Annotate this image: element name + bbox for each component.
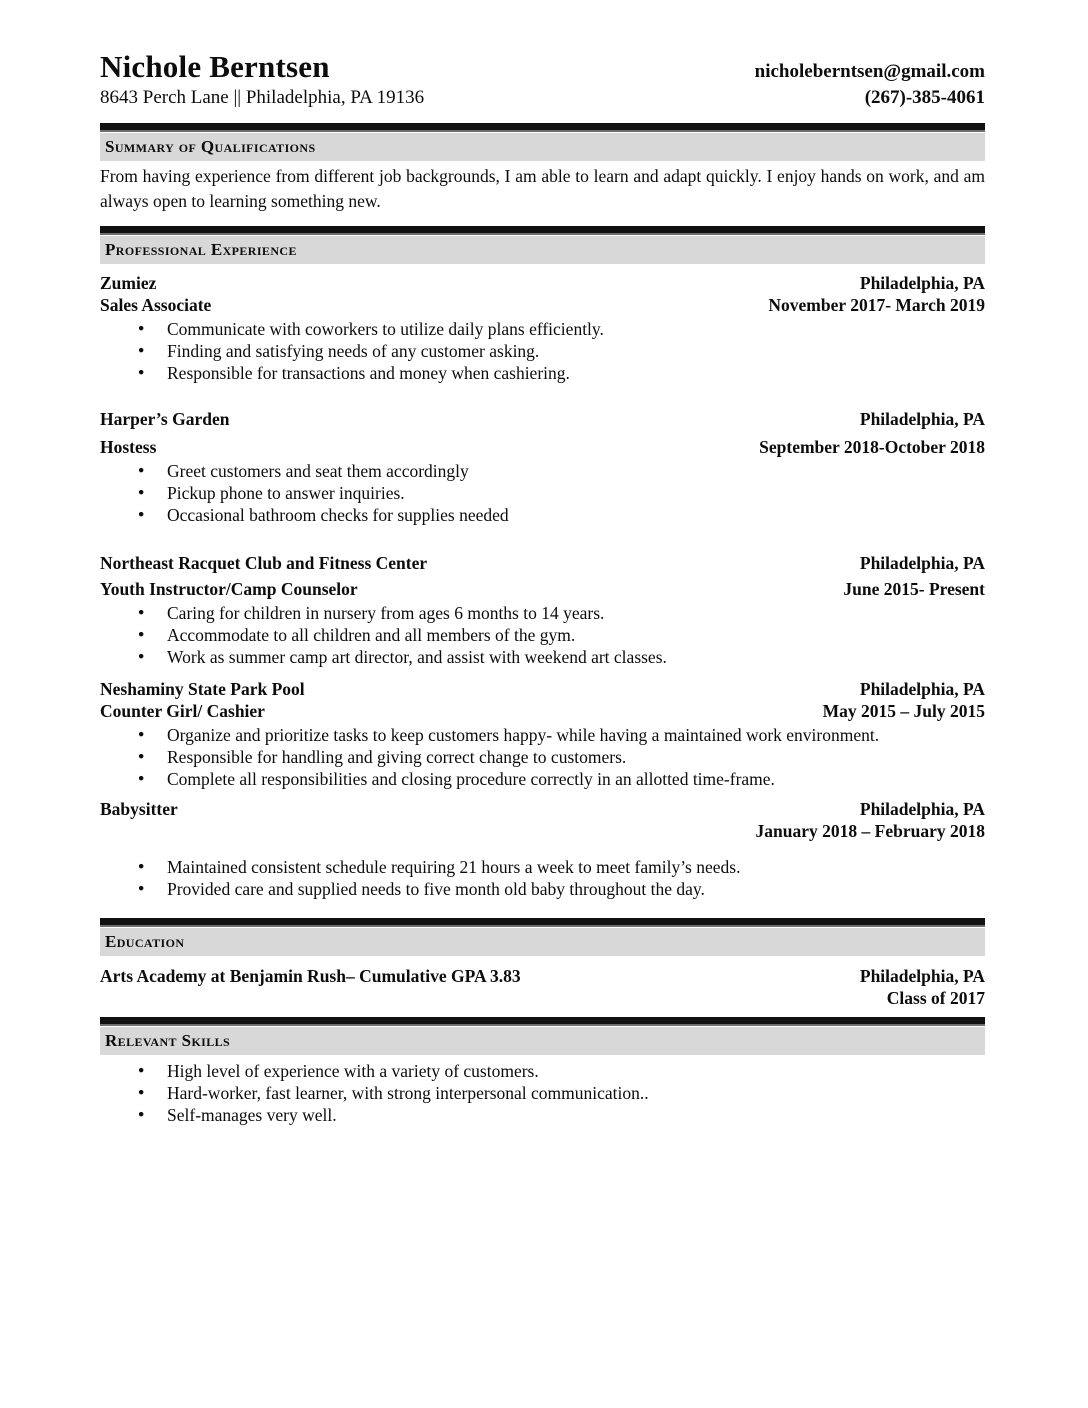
header-row-2 <box>100 84 985 111</box>
person-name: Nichole Berntsen <box>100 49 330 84</box>
job-bullet: ● Complete all responsibilities and closing procedure correctly in an allotted time-frame. <box>100 768 985 790</box>
section-divider-bar <box>100 918 985 927</box>
job-bullet: ● Caring for children in nursery from ages 6 months to 14 years. <box>100 602 985 624</box>
job-neshaminy-state-park-pool <box>100 678 985 790</box>
job-dates: May 2015 – July 2015 <box>822 701 985 721</box>
job-bullet: ● Maintained consistent schedule requiring 21 hours a week to meet family’s needs. <box>100 856 985 878</box>
job-bullet: ● Finding and satisfying needs of any customer asking. <box>100 340 985 362</box>
skill-bullet: ● Self-manages very well. <box>100 1104 985 1126</box>
job-dates: January 2018 – February 2018 <box>755 821 985 841</box>
job-header-row <box>100 552 985 574</box>
job-bullet: ● Responsible for transactions and money when cashiering. <box>100 362 985 384</box>
education-dates-row <box>100 987 985 1009</box>
job-dates: September 2018-October 2018 <box>759 437 985 457</box>
job-title-row <box>100 700 985 722</box>
job-title-row <box>100 578 985 600</box>
job-bullet: ● Communicate with coworkers to utilize daily plans efficiently. <box>100 318 985 340</box>
job-bullet: ● Provided care and supplied needs to five month old baby throughout the day. <box>100 878 985 900</box>
address-text: 8643 Perch Lane || Philadelphia, PA 19136 <box>100 87 425 108</box>
job-dates: November 2017- March 2019 <box>768 295 985 315</box>
phone-text: (267)-385-4061 <box>864 87 985 108</box>
resume-header <box>100 50 985 111</box>
job-bullet: ● Occasional bathroom checks for supplies needed <box>100 504 985 526</box>
job-title-row <box>100 294 985 316</box>
company-name: Babysitter <box>100 799 178 819</box>
job-location: Philadelphia, PA <box>859 799 985 819</box>
section-divider-bar <box>100 123 985 132</box>
job-header-row <box>100 272 985 294</box>
job-location: Philadelphia, PA <box>859 273 985 293</box>
section-heading-summary: Summary of Qualifications <box>100 133 985 161</box>
job-northeast-racquet-club <box>100 552 985 668</box>
section-divider-bar <box>100 226 985 235</box>
school-name: Arts Academy at Benjamin Rush– Cumulative GPA 3.83 <box>100 966 521 986</box>
company-name: Neshaminy State Park Pool <box>100 679 305 699</box>
email-text: nicholeberntsen@gmail.com <box>754 61 985 82</box>
summary-paragraph: From having experience from different job backgrounds, I am able to learn and adapt quickly. I enjoy hands on work, and am always open to learning something new. <box>100 166 985 211</box>
section-heading-experience: Professional Experience <box>100 236 985 264</box>
job-babysitter <box>100 798 985 900</box>
job-bullet-list <box>100 724 985 790</box>
job-bullet: ● Greet customers and seat them accordingly <box>100 460 985 482</box>
job-title: Youth Instructor/Camp Counselor <box>100 579 358 599</box>
job-title: Counter Girl/ Cashier <box>100 701 265 721</box>
job-header-row <box>100 798 985 820</box>
job-bullet-list <box>100 460 985 526</box>
job-bullet-list <box>100 856 985 900</box>
skill-bullet: ● Hard-worker, fast learner, with strong interpersonal communication.. <box>100 1082 985 1104</box>
company-name: Northeast Racquet Club and Fitness Center <box>100 553 428 573</box>
school-location: Philadelphia, PA <box>859 966 985 986</box>
education-row <box>100 965 985 987</box>
job-bullet: ● Pickup phone to answer inquiries. <box>100 482 985 504</box>
job-zumiez <box>100 272 985 384</box>
job-harpers-garden <box>100 408 985 526</box>
skills-bullet-list <box>100 1060 985 1126</box>
section-heading-education: Education <box>100 928 985 956</box>
header-row-1 <box>100 50 985 84</box>
job-header-row <box>100 678 985 700</box>
job-dates: June 2015- Present <box>843 579 985 599</box>
company-name: Zumiez <box>100 273 157 293</box>
job-bullet: ● Responsible for handling and giving correct change to customers. <box>100 746 985 768</box>
job-title: Hostess <box>100 437 157 457</box>
job-title-row <box>100 436 985 458</box>
job-title: Sales Associate <box>100 295 212 315</box>
job-location: Philadelphia, PA <box>859 553 985 573</box>
job-header-row <box>100 408 985 430</box>
job-bullet: ● Work as summer camp art director, and assist with weekend art classes. <box>100 646 985 668</box>
section-divider-bar <box>100 1017 985 1026</box>
job-location: Philadelphia, PA <box>859 679 985 699</box>
section-heading-skills: Relevant Skills <box>100 1027 985 1055</box>
job-bullet-list <box>100 602 985 668</box>
job-bullet: ● Organize and prioritize tasks to keep customers happy- while having a maintained work environment. <box>100 724 985 746</box>
job-bullet-list <box>100 318 985 384</box>
company-name: Harper’s Garden <box>100 409 230 429</box>
job-location: Philadelphia, PA <box>859 409 985 429</box>
job-title-row <box>100 820 985 842</box>
job-bullet: ● Accommodate to all children and all members of the gym. <box>100 624 985 646</box>
graduation-year: Class of 2017 <box>886 988 985 1008</box>
skill-bullet: ● High level of experience with a variety of customers. <box>100 1060 985 1082</box>
